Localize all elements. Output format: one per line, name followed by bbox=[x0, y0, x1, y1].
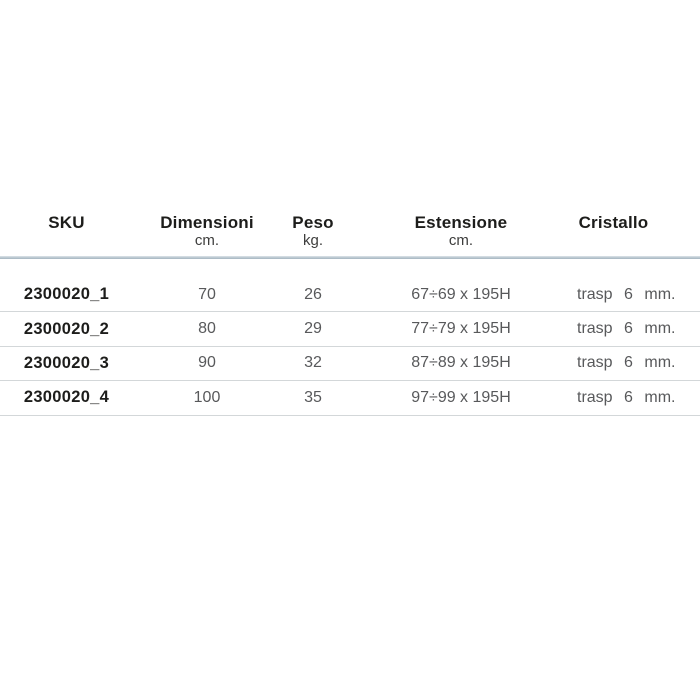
table-header-row bbox=[0, 213, 700, 249]
table-row bbox=[0, 312, 700, 346]
column-header-dimensioni-label: Dimensioni bbox=[160, 213, 254, 232]
cell-peso: 32 bbox=[304, 354, 322, 372]
cell-dimensioni: 70 bbox=[198, 285, 216, 303]
cell-sku: 2300020_2 bbox=[23, 319, 110, 338]
column-header-dimensioni bbox=[133, 213, 281, 249]
table-row bbox=[0, 381, 700, 415]
cell-estensione: 97÷99 x 195H bbox=[411, 388, 511, 406]
column-header-sku bbox=[0, 213, 133, 249]
cell-cristallo: trasp 6 mm. bbox=[577, 285, 676, 303]
column-header-cristallo-label: Cristallo bbox=[578, 213, 649, 232]
cell-peso: 35 bbox=[304, 388, 322, 406]
cell-peso: 26 bbox=[304, 285, 322, 303]
column-header-estensione-label: Estensione bbox=[414, 213, 508, 232]
spec-table bbox=[0, 213, 700, 416]
column-header-cristallo bbox=[577, 213, 700, 249]
column-header-estensione-sub: cm. bbox=[448, 232, 474, 249]
table-row bbox=[0, 347, 700, 381]
cell-sku: 2300020_4 bbox=[23, 388, 110, 407]
cell-cristallo: trasp 6 mm. bbox=[577, 320, 676, 338]
column-header-dimensioni-sub: cm. bbox=[194, 232, 220, 249]
column-header-cristallo-sub bbox=[577, 232, 650, 249]
cell-dimensioni: 90 bbox=[198, 354, 216, 372]
cell-dimensioni: 100 bbox=[193, 388, 221, 406]
cell-cristallo: trasp 6 mm. bbox=[577, 388, 676, 406]
cell-estensione: 67÷69 x 195H bbox=[411, 285, 511, 303]
column-header-sku-label: SKU bbox=[48, 213, 85, 232]
cell-sku: 2300020_3 bbox=[23, 353, 110, 372]
table-row bbox=[0, 278, 700, 312]
cell-estensione: 87÷89 x 195H bbox=[411, 354, 511, 372]
column-header-peso-label: Peso bbox=[292, 213, 334, 232]
table-body bbox=[0, 259, 700, 416]
cell-cristallo: trasp 6 mm. bbox=[577, 354, 676, 372]
column-header-peso-sub: kg. bbox=[302, 232, 323, 249]
cell-sku: 2300020_1 bbox=[23, 285, 110, 304]
cell-dimensioni: 80 bbox=[198, 320, 216, 338]
column-header-sku-sub bbox=[0, 232, 133, 249]
cell-estensione: 77÷79 x 195H bbox=[411, 320, 511, 338]
column-header-estensione bbox=[345, 213, 577, 249]
cell-peso: 29 bbox=[304, 320, 322, 338]
column-header-peso bbox=[281, 213, 345, 249]
